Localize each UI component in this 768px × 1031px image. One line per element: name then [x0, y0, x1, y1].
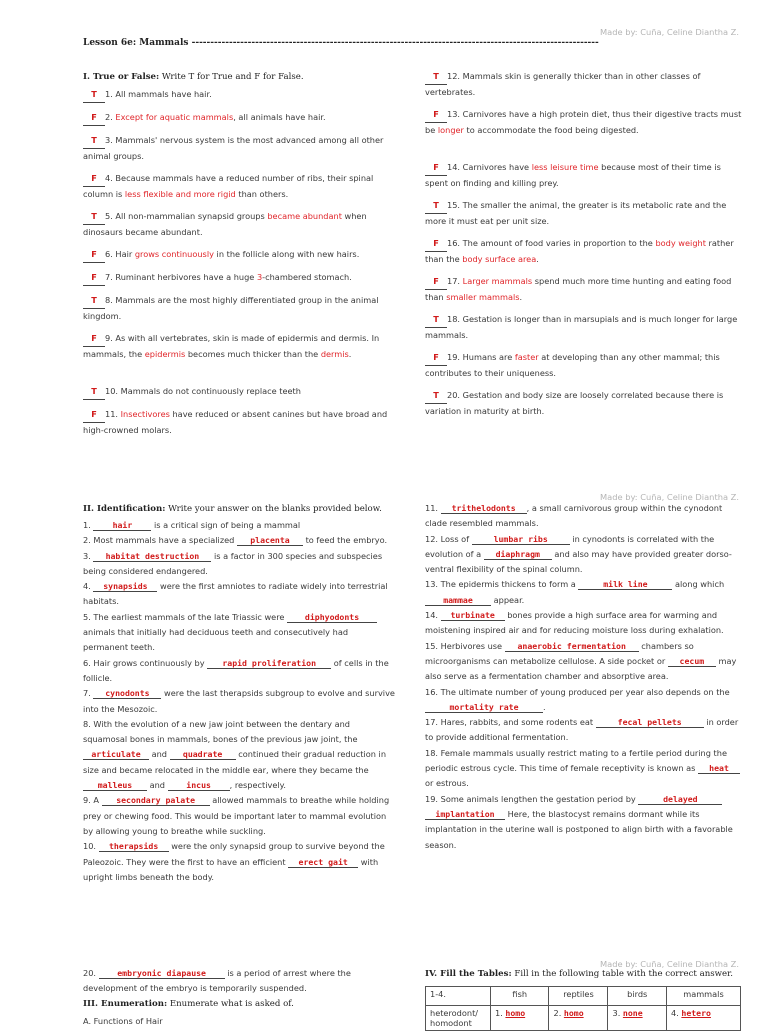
item-number: 3.	[105, 135, 113, 145]
item-text: continued their gradual reduction in size and became relocated in the middle ear, where they became the	[83, 749, 387, 775]
answer-blank: T	[83, 384, 105, 400]
item-text: is a period of arrest where the development of the embryo is temporarily suspended.	[83, 968, 351, 994]
identification-right-column	[425, 501, 743, 853]
answer-blank: malleus	[83, 780, 147, 791]
item-text: Carnivores have a high protein diet, thus their digestive tracts must be	[425, 109, 742, 136]
highlighted-text: became abundant	[267, 211, 342, 221]
table-row	[426, 1006, 741, 1031]
item-text: and	[149, 749, 170, 760]
item-number: 12.	[447, 71, 461, 81]
identification-item	[425, 608, 743, 639]
highlighted-text: 3	[256, 272, 263, 282]
true-false-item	[83, 133, 393, 165]
identification-item	[83, 717, 395, 793]
item-number: 1.	[105, 89, 113, 99]
item-text: allowed mammals to breathe while holding prey or chewing food. This would be important later to mammal evolution by allowing young to breathe while suckling.	[83, 795, 390, 836]
answer-blank: diaphragm	[484, 549, 552, 560]
item-text: may also serve as a fermentation chamber and absorptive area.	[425, 655, 737, 682]
identification-left-column	[83, 518, 395, 885]
answer-blank: T	[425, 69, 447, 85]
item-number: 6.	[105, 249, 113, 259]
item-text: in order to provide additional fermentation.	[425, 717, 739, 743]
identification-item	[83, 839, 395, 885]
item-text: at developing than any other mammal; this contributes to their uniqueness.	[425, 352, 720, 379]
table-header-cell: reptiles	[549, 987, 608, 1006]
answer-blank: mammae	[425, 595, 491, 606]
table-cell: 2. homo	[549, 1006, 608, 1031]
item-text: , all animals have hair.	[233, 112, 326, 122]
identification-item	[425, 685, 743, 716]
answer-blank: F	[83, 331, 105, 347]
answer-blank: incus	[168, 780, 230, 791]
fill-table	[425, 986, 741, 1031]
item-text: with upright limbs beneath the body.	[83, 856, 379, 882]
true-false-item	[425, 160, 743, 192]
item-text: 7.	[83, 688, 94, 699]
item-number: 4.	[105, 173, 113, 183]
item-text: As with all vertebrates, skin is made of epidermis and dermis. In mammals, the	[83, 333, 380, 360]
item-text: 17. Hares, rabbits, and some rodents eat	[425, 717, 596, 728]
item-text: 12. Loss of	[425, 533, 472, 544]
item-number: 16.	[447, 238, 461, 248]
highlighted-text: less flexible and more rigid	[124, 189, 236, 200]
item-text: have reduced or absent canines but have broad and high-crowned molars.	[83, 409, 388, 436]
item-text: 14.	[425, 610, 441, 621]
true-false-item	[425, 274, 743, 306]
item-text: 11.	[425, 503, 441, 513]
answer-blank: F	[83, 407, 105, 423]
item-text: and also may have provided greater dorso-ventral flexibility of the spinal column.	[425, 548, 732, 575]
answer-blank: therapsids	[99, 841, 169, 852]
identification-item	[83, 533, 395, 548]
true-false-item	[83, 171, 393, 203]
answer-blank: F	[83, 171, 105, 187]
item-text: Hair	[115, 249, 135, 259]
identification-item	[83, 579, 395, 610]
identification-item	[425, 532, 743, 578]
answer-blank: T	[83, 133, 105, 149]
item-text: and	[147, 780, 168, 791]
identification-item	[425, 639, 743, 685]
answer-blank: hair	[93, 520, 151, 531]
identification-item	[425, 746, 743, 792]
item-number: 9.	[105, 333, 113, 343]
maker-credit-2: Made by: Cuña, Celine Diantha Z.	[599, 492, 739, 502]
answer-blank: F	[425, 107, 447, 123]
true-false-item	[83, 331, 393, 363]
true-false-item	[425, 198, 743, 230]
true-false-item	[83, 110, 393, 126]
answer-blank: heat	[698, 763, 740, 774]
section-2-title: II. Identification: Write your answer on the blanks provided below.	[83, 504, 382, 514]
answer-blank: diphyodonts	[287, 612, 377, 623]
item-number: 11.	[105, 409, 119, 419]
item-text: Because mammals have a reduced number of ribs, their spinal column is	[83, 173, 374, 200]
item-text: 5. The earliest mammals of the late Triassic were	[83, 611, 288, 622]
answer-blank: mortality rate	[425, 702, 543, 713]
item-text: 1.	[83, 520, 94, 530]
identification-item	[83, 610, 395, 656]
item-text: rather than the	[425, 238, 734, 265]
answer-blank: rapid proliferation	[207, 658, 331, 669]
table-header-cell: 1-4.	[426, 987, 491, 1006]
answer-blank: T	[425, 198, 447, 214]
item-text: is a factor in 300 species and subspecies being considered endangered.	[83, 550, 383, 576]
item-number: 15.	[447, 200, 461, 210]
item-number: 7.	[105, 272, 113, 282]
answer-blank: F	[425, 350, 447, 366]
maker-credit: Made by: Cuña, Celine Diantha Z.	[599, 27, 739, 37]
item-text: 4.	[83, 581, 94, 592]
true-false-item	[425, 388, 743, 420]
identification-item	[83, 518, 395, 533]
item-text: Gestation and body size are loosely correlated because there is variation in maturity at birth.	[425, 390, 724, 417]
highlighted-text: body surface area	[462, 254, 537, 265]
answer-blank: implantation	[425, 809, 505, 820]
answer-blank: habitat destruction	[93, 551, 211, 562]
item-text: than others.	[235, 189, 289, 200]
item-text: spend much more time hunting and eating food than	[425, 276, 732, 303]
highlighted-text: body weight	[655, 238, 706, 248]
item-text: , a small carnivorous group within the cynodont clade resembled mammals.	[425, 503, 723, 529]
item-text: Mammals are the most highly differentiated group in the animal kingdom.	[83, 295, 379, 322]
item-text: 16. The ultimate number of young produced per year also depends on the	[425, 686, 730, 697]
item-text: 8. With the evolution of a new jaw joint between the dentary and squamosal bones in mammals, bones of the previous jaw joint, the	[83, 718, 358, 745]
item-text: 3.	[83, 550, 94, 561]
item-text: .	[348, 349, 352, 360]
answer-blank: fecal pellets	[596, 717, 704, 728]
table-cell: 4. hetero	[666, 1006, 740, 1031]
answer-blank: F	[425, 274, 447, 290]
item-number: 2.	[105, 112, 113, 122]
true-false-item	[425, 236, 743, 268]
true-false-item	[83, 384, 393, 400]
item-text: to accommodate the food being digested.	[463, 125, 639, 136]
item-text: 19. Some animals lengthen the gestation period by	[425, 793, 639, 804]
answer-blank: secondary palate	[102, 795, 210, 806]
item-text: Mammals skin is generally thicker than in other classes of vertebrates.	[425, 71, 701, 98]
table-cell: 1. homo	[491, 1006, 549, 1031]
item-text: 20.	[83, 968, 99, 978]
item-text: Gestation is longer than in marsupials and is much longer for large mammals.	[425, 314, 738, 341]
answer-blank: T	[425, 388, 447, 404]
answer-blank: T	[83, 87, 105, 103]
answer-blank: turbinate	[441, 610, 505, 621]
item-text: because most of their time is spent on finding and killing prey.	[425, 162, 721, 189]
true-false-item	[83, 87, 393, 103]
answer-blank: lumbar ribs	[472, 534, 570, 545]
item-number: 8.	[105, 295, 113, 305]
true-false-item	[425, 312, 743, 344]
highlighted-text: Larger mammals	[462, 276, 533, 286]
highlighted-text: epidermis	[144, 349, 186, 360]
item-text: to feed the embryo.	[302, 535, 388, 546]
item-text: 13. The epidermis thickens to form a	[425, 579, 579, 590]
table-row-label: heterodont/ homodont	[426, 1006, 491, 1031]
section-4-title: IV. Fill the Tables: Fill in the following table with the correct answer.	[425, 969, 733, 979]
item-text: in cynodonts is correlated with the evolution of a	[425, 533, 715, 559]
item-text: Ruminant herbivores have a huge	[115, 272, 257, 282]
item-text: All mammals have hair.	[115, 89, 212, 99]
item-text: Carnivores have	[462, 162, 532, 172]
item-text: of cells in the follicle.	[83, 657, 389, 683]
item-text: 6. Hair grows continuously by	[83, 657, 208, 668]
table-header-cell: birds	[608, 987, 666, 1006]
true-false-item	[83, 247, 393, 263]
item-text: in the follicle along with new hairs.	[213, 249, 360, 259]
item-text: chambers so microorganisms can metabolize cellulose. A side pocket or	[425, 640, 694, 666]
answer-blank: cynodonts	[93, 688, 161, 699]
answer-blank: F	[425, 160, 447, 176]
item-text: were the last therapsids subgroup to evolve and survive into the Mesozoic.	[83, 688, 395, 714]
table-header-cell: mammals	[666, 987, 740, 1006]
item-number: 18.	[447, 314, 461, 324]
highlighted-text: dermis	[320, 349, 349, 360]
item-text: animals that initially had deciduous teeth and consecutively had permanent teeth.	[83, 627, 349, 653]
identification-item	[83, 549, 395, 580]
item-text: , respectively.	[229, 780, 286, 791]
identification-item	[425, 792, 743, 853]
item-text: .	[536, 254, 539, 265]
true-false-item	[83, 209, 393, 241]
true-false-item	[425, 107, 743, 139]
answer-blank: T	[425, 312, 447, 328]
answer-blank: F	[83, 110, 105, 126]
true-false-item	[425, 69, 743, 101]
item-number: 10.	[105, 386, 119, 396]
highlighted-text: less leisure time	[531, 162, 599, 172]
section-3-title: III. Enumeration: Enumerate what is asked of.	[83, 999, 294, 1009]
answer-blank: milk line	[578, 579, 672, 590]
answer-blank: F	[83, 270, 105, 286]
answer-blank: quadrate	[170, 749, 236, 760]
item-number: 19.	[447, 352, 461, 362]
true-false-item	[83, 270, 393, 286]
item-number: 20.	[447, 390, 461, 400]
highlighted-text: faster	[514, 352, 539, 362]
item-text: appear.	[491, 594, 525, 605]
identification-item	[83, 656, 395, 687]
true-false-item	[425, 350, 743, 382]
identification-item	[425, 501, 743, 532]
item-text: Mammals do not continuously replace teeth	[120, 386, 301, 396]
item-text: .	[543, 701, 546, 712]
answer-blank: embryonic diapause	[99, 968, 225, 979]
lesson-title: Lesson 6e: Mammals -------------------------------------------------------------------------------------------------------------	[83, 38, 599, 48]
answer-blank: trithelodonts	[441, 503, 527, 514]
true-false-item	[83, 407, 393, 439]
item-number: 13.	[447, 109, 461, 119]
item-number: 17.	[447, 276, 461, 286]
highlighted-text: grows continuously	[134, 249, 214, 259]
item-text: Humans are	[462, 352, 515, 362]
item-text: were the only synapsid group to survive beyond the Paleozoic. They were the first to have an efficient	[83, 841, 385, 867]
answer-blank: anaerobic fermentation	[505, 641, 639, 652]
item-text: .	[519, 292, 523, 303]
section-1-title: I. True or False: Write T for True and F for False.	[83, 72, 304, 82]
answer-blank: delayed	[638, 794, 722, 805]
item-text: is a critical sign of being a mammal	[151, 520, 301, 530]
maker-credit-3: Made by: Cuña, Celine Diantha Z.	[599, 959, 739, 969]
identification-item	[425, 715, 743, 746]
item-text: The amount of food varies in proportion to the	[462, 238, 656, 248]
item-text: along which	[672, 579, 725, 590]
answer-blank: synapsids	[93, 581, 157, 592]
item-text: when dinosaurs became abundant.	[83, 211, 367, 238]
highlighted-text: smaller mammals	[446, 292, 520, 303]
item-text: 15. Herbivores use	[425, 640, 505, 651]
item-number: 14.	[447, 162, 461, 172]
item-text: -chambered stomach.	[262, 272, 352, 282]
identification-item-20	[83, 966, 395, 997]
answer-blank: F	[425, 236, 447, 252]
answer-blank: erect gait	[288, 857, 358, 868]
answer-blank: placenta	[237, 535, 303, 546]
item-text: 10.	[83, 841, 99, 852]
item-text: Mammals' nervous system is the most advanced among all other animal groups.	[83, 135, 384, 162]
table-header-row	[426, 987, 741, 1006]
identification-item	[425, 577, 743, 608]
answer-blank: F	[83, 247, 105, 263]
item-text: or estrous.	[425, 778, 469, 789]
item-text: were the first amniotes to radiate widely into terrestrial habitats.	[83, 581, 388, 607]
highlighted-text: Except for aquatic mammals	[115, 112, 234, 122]
answer-blank: cecum	[668, 656, 716, 667]
identification-item	[83, 686, 395, 717]
identification-item	[83, 793, 395, 839]
answer-blank: articulate	[83, 749, 149, 760]
item-text: All non-mammalian synapsid groups	[115, 211, 268, 221]
item-text: Here, the blastocyst remains dormant while its implantation in the uterine wall is postponed to align birth with a favorable season.	[425, 808, 733, 850]
answer-blank: T	[83, 293, 105, 309]
answer-blank: T	[83, 209, 105, 225]
table-cell: 3. none	[608, 1006, 666, 1031]
highlighted-text: Insectivores	[120, 409, 170, 419]
item-text: 18. Female mammals usually restrict mating to a fertile period during the periodic estrous cycle. This time of female receptivity is known as	[425, 747, 727, 774]
enumeration-subtitle: A. Functions of Hair	[83, 1016, 163, 1026]
item-text: 2. Most mammals have a specialized	[83, 535, 237, 546]
item-text: The smaller the animal, the greater is its metabolic rate and the more it must eat per unit size.	[425, 200, 727, 227]
table-header-cell: fish	[491, 987, 549, 1006]
item-text: becomes much thicker than the	[185, 349, 321, 360]
item-number: 5.	[105, 211, 113, 221]
item-text: 9. A	[83, 795, 102, 806]
highlighted-text: longer	[437, 125, 464, 136]
true-false-item	[83, 293, 393, 325]
item-text: bones provide a high surface area for warming and moistening inspired air and for reducing moisture loss during exhalation.	[425, 610, 724, 636]
